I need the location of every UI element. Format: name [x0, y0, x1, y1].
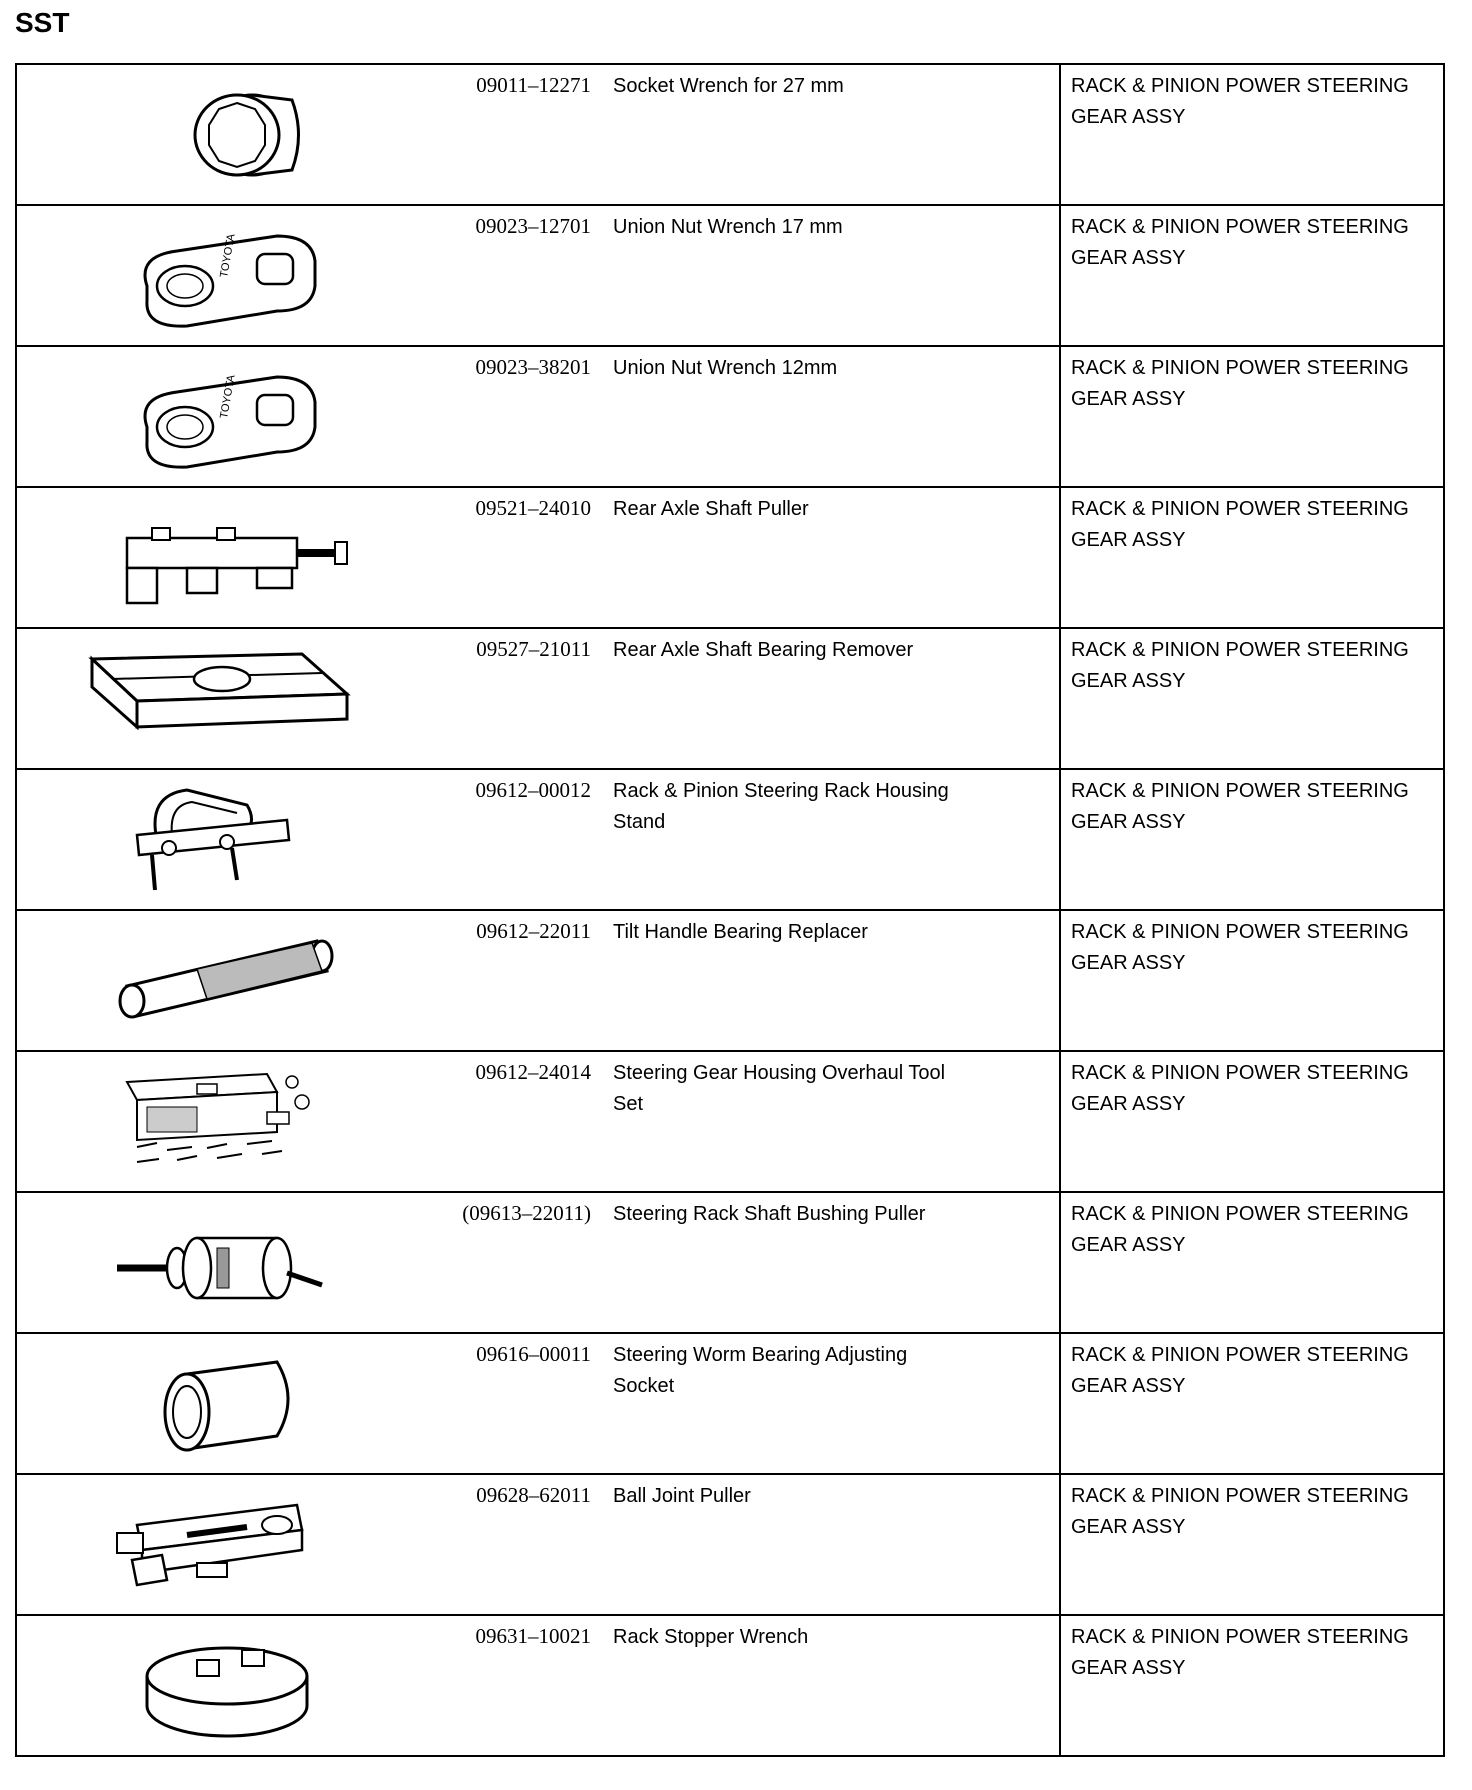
table-row	[16, 1051, 1444, 1192]
tool-cell	[16, 346, 1060, 487]
page-title: SST	[15, 7, 70, 38]
part-number: 09521–24010	[475, 496, 591, 520]
part-number: 09631–10021	[475, 1624, 591, 1648]
usage-cell	[1060, 769, 1444, 910]
usage-text: RACK & PINION POWER STEERING GEAR ASSY	[1071, 1203, 1409, 1256]
tool-name: Socket Wrench for 27 mm	[613, 75, 844, 97]
svg-text:TOYOTA: TOYOTA	[218, 373, 238, 420]
tool-name: Rack Stopper Wrench	[613, 1626, 809, 1648]
usage-cell	[1060, 1615, 1444, 1756]
usage-text: RACK & PINION POWER STEERING GEAR ASSY	[1071, 1485, 1409, 1538]
tool-name: Tilt Handle Bearing Replacer	[613, 921, 868, 943]
svg-text:TOYOTA: TOYOTA	[218, 232, 238, 279]
usage-text: RACK & PINION POWER STEERING GEAR ASSY	[1071, 639, 1409, 692]
part-number: (09613–22011)	[462, 1201, 591, 1225]
sst-table-body	[16, 64, 1444, 1756]
rack-stopper-wrench-icon	[77, 1626, 377, 1746]
part-number: 09612–24014	[475, 1060, 591, 1084]
bearing-replacer-tube-icon	[77, 921, 377, 1041]
table-row	[16, 487, 1444, 628]
usage-cell	[1060, 1192, 1444, 1333]
tool-cell	[16, 910, 1060, 1051]
usage-cell	[1060, 346, 1444, 487]
tool-cell	[16, 628, 1060, 769]
usage-cell	[1060, 1474, 1444, 1615]
usage-text: RACK & PINION POWER STEERING GEAR ASSY	[1071, 780, 1409, 833]
part-number: 09527–21011	[476, 637, 591, 661]
usage-text: RACK & PINION POWER STEERING GEAR ASSY	[1071, 1626, 1409, 1679]
table-row	[16, 1474, 1444, 1615]
sst-table	[15, 63, 1445, 1757]
part-number: 09616–00011	[476, 1342, 591, 1366]
part-number: 09612–00012	[475, 778, 591, 802]
union-nut-wrench-icon	[77, 216, 377, 336]
tool-cell	[16, 1615, 1060, 1756]
tool-cell	[16, 205, 1060, 346]
part-number: 09628–62011	[476, 1483, 591, 1507]
table-row	[16, 346, 1444, 487]
table-row	[16, 628, 1444, 769]
axle-shaft-puller-icon	[77, 498, 377, 618]
tool-cell	[16, 769, 1060, 910]
table-row	[16, 64, 1444, 205]
bearing-remover-plate-icon	[77, 639, 377, 759]
usage-text: RACK & PINION POWER STEERING GEAR ASSY	[1071, 921, 1409, 974]
table-row	[16, 1333, 1444, 1474]
tool-set-case-icon	[77, 1062, 377, 1182]
tool-cell	[16, 64, 1060, 205]
table-row	[16, 205, 1444, 346]
table-row	[16, 1615, 1444, 1756]
usage-text: RACK & PINION POWER STEERING GEAR ASSY	[1071, 357, 1409, 410]
socket-wrench-icon	[77, 75, 377, 195]
union-nut-wrench-icon	[77, 357, 377, 477]
tool-name: Steering Rack Shaft Bushing Puller	[613, 1203, 926, 1225]
usage-cell	[1060, 1051, 1444, 1192]
part-number: 09023–38201	[475, 355, 591, 379]
usage-text: RACK & PINION POWER STEERING GEAR ASSY	[1071, 1344, 1409, 1397]
tool-cell	[16, 1474, 1060, 1615]
usage-cell	[1060, 1333, 1444, 1474]
usage-cell	[1060, 205, 1444, 346]
tool-name: Rack & Pinion Steering Rack Housing Stand	[613, 780, 949, 833]
part-number: 09011–12271	[476, 73, 591, 97]
tool-cell	[16, 487, 1060, 628]
ball-joint-puller-icon	[77, 1485, 377, 1605]
bushing-puller-icon	[77, 1203, 377, 1323]
part-number: 09612–22011	[476, 919, 591, 943]
part-number: 09023–12701	[475, 214, 591, 238]
table-row	[16, 910, 1444, 1051]
tool-name: Rear Axle Shaft Bearing Remover	[613, 639, 914, 661]
usage-text: RACK & PINION POWER STEERING GEAR ASSY	[1071, 1062, 1409, 1115]
table-row	[16, 769, 1444, 910]
usage-cell	[1060, 628, 1444, 769]
tool-name: Steering Worm Bearing Adjusting Socket	[613, 1344, 908, 1397]
usage-cell	[1060, 910, 1444, 1051]
usage-text: RACK & PINION POWER STEERING GEAR ASSY	[1071, 216, 1409, 269]
usage-text: RACK & PINION POWER STEERING GEAR ASSY	[1071, 498, 1409, 551]
usage-cell	[1060, 487, 1444, 628]
adjusting-socket-icon	[77, 1344, 377, 1464]
tool-name: Union Nut Wrench 12mm	[613, 357, 838, 379]
housing-stand-icon	[77, 780, 377, 900]
usage-text: RACK & PINION POWER STEERING GEAR ASSY	[1071, 75, 1409, 128]
tool-cell	[16, 1192, 1060, 1333]
table-row	[16, 1192, 1444, 1333]
tool-cell	[16, 1051, 1060, 1192]
usage-cell	[1060, 64, 1444, 205]
tool-name: Ball Joint Puller	[613, 1485, 751, 1507]
tool-name: Steering Gear Housing Overhaul Tool Set	[613, 1062, 946, 1115]
tool-cell	[16, 1333, 1060, 1474]
tool-name: Rear Axle Shaft Puller	[613, 498, 809, 520]
tool-name: Union Nut Wrench 17 mm	[613, 216, 843, 238]
